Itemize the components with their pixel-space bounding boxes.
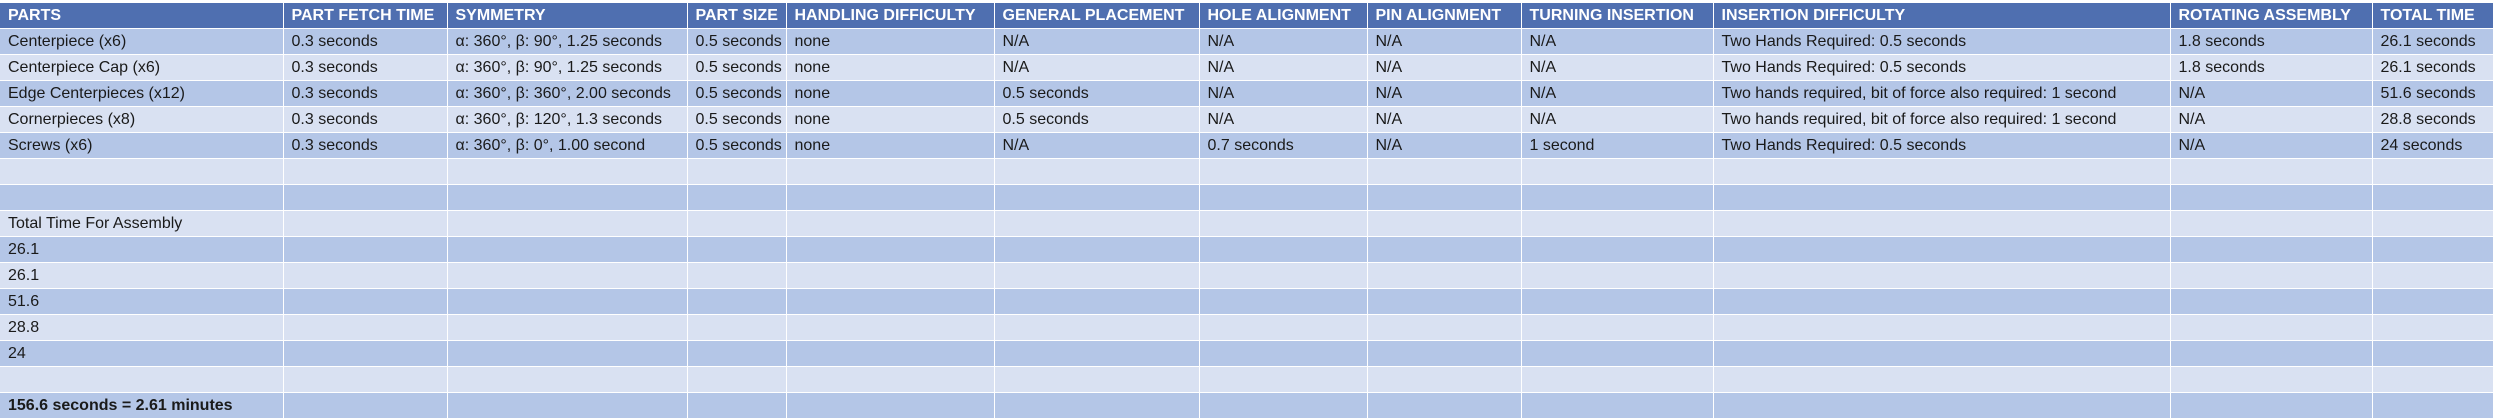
empty-cell[interactable] <box>1521 159 1713 185</box>
table-cell[interactable]: N/A <box>994 133 1199 159</box>
table-cell[interactable]: N/A <box>2170 81 2372 107</box>
table-cell[interactable]: 26.1 seconds <box>2372 29 2493 55</box>
summary-value-row <box>0 341 2493 367</box>
empty-cell[interactable] <box>1521 185 1713 211</box>
empty-cell[interactable] <box>447 263 687 289</box>
empty-cell[interactable] <box>0 367 283 393</box>
empty-cell[interactable] <box>2372 237 2493 263</box>
empty-cell[interactable] <box>1199 367 1367 393</box>
table-cell[interactable]: Cornerpieces (x8) <box>0 107 283 133</box>
table-cell[interactable]: N/A <box>1199 29 1367 55</box>
table-cell[interactable]: Two hands required, bit of force also required: 1 second <box>1713 81 2170 107</box>
empty-cell[interactable] <box>687 341 786 367</box>
empty-cell[interactable] <box>786 393 994 419</box>
empty-cell[interactable] <box>283 185 447 211</box>
empty-cell[interactable] <box>1713 237 2170 263</box>
empty-cell[interactable] <box>1367 159 1521 185</box>
table-cell[interactable]: 0.5 seconds <box>687 107 786 133</box>
empty-cell[interactable] <box>687 237 786 263</box>
empty-cell[interactable] <box>2170 159 2372 185</box>
empty-cell[interactable] <box>2170 185 2372 211</box>
table-cell[interactable]: N/A <box>1367 81 1521 107</box>
header-cell-hole-alignment[interactable]: HOLE ALIGNMENT <box>1199 3 1367 29</box>
table-row <box>0 107 2493 133</box>
table-cell[interactable]: 0.3 seconds <box>283 55 447 81</box>
table-cell[interactable]: 1.8 seconds <box>2170 55 2372 81</box>
empty-cell[interactable] <box>2170 315 2372 341</box>
table-cell[interactable]: none <box>786 107 994 133</box>
empty-cell[interactable] <box>2170 367 2372 393</box>
table-cell[interactable]: 0.5 seconds <box>994 107 1199 133</box>
table-cell[interactable]: α: 360°, β: 90°, 1.25 seconds <box>447 55 687 81</box>
table-row <box>0 55 2493 81</box>
summary-total-row <box>0 393 2493 419</box>
empty-cell[interactable] <box>994 393 1199 419</box>
empty-cell[interactable] <box>2372 211 2493 237</box>
table-cell[interactable]: 0.5 seconds <box>687 133 786 159</box>
empty-cell[interactable] <box>687 263 786 289</box>
empty-cell[interactable] <box>1521 367 1713 393</box>
empty-cell[interactable] <box>994 185 1199 211</box>
empty-cell[interactable] <box>1713 211 2170 237</box>
table-cell[interactable]: Two hands required, bit of force also required: 1 second <box>1713 107 2170 133</box>
empty-cell[interactable] <box>994 367 1199 393</box>
table-cell[interactable]: 0.3 seconds <box>283 107 447 133</box>
table-cell[interactable]: α: 360°, β: 360°, 2.00 seconds <box>447 81 687 107</box>
table-cell[interactable]: N/A <box>1367 133 1521 159</box>
empty-cell[interactable] <box>994 159 1199 185</box>
table-cell[interactable]: N/A <box>1521 81 1713 107</box>
table-cell[interactable]: N/A <box>1367 29 1521 55</box>
table-cell[interactable]: 0.3 seconds <box>283 29 447 55</box>
table-cell[interactable]: Two Hands Required: 0.5 seconds <box>1713 55 2170 81</box>
table-cell[interactable]: N/A <box>1521 55 1713 81</box>
header-cell-handling-difficulty[interactable]: HANDLING DIFFICULTY <box>786 3 994 29</box>
table-cell[interactable]: N/A <box>2170 133 2372 159</box>
summary-title[interactable]: Total Time For Assembly <box>0 211 283 237</box>
empty-cell[interactable] <box>1367 393 1521 419</box>
table-cell[interactable]: 0.5 seconds <box>687 29 786 55</box>
summary-value[interactable]: 24 <box>0 341 283 367</box>
header-cell-rotating-assembly[interactable]: ROTATING ASSEMBLY <box>2170 3 2372 29</box>
empty-cell[interactable] <box>994 211 1199 237</box>
empty-cell[interactable] <box>687 159 786 185</box>
empty-cell[interactable] <box>283 341 447 367</box>
empty-cell[interactable] <box>283 237 447 263</box>
empty-cell[interactable] <box>786 315 994 341</box>
table-cell[interactable]: N/A <box>1199 81 1367 107</box>
table-cell[interactable]: 1 second <box>1521 133 1713 159</box>
table-cell[interactable]: N/A <box>1521 29 1713 55</box>
empty-cell[interactable] <box>2170 263 2372 289</box>
empty-cell[interactable] <box>1713 315 2170 341</box>
empty-cell[interactable] <box>1199 289 1367 315</box>
header-cell-symmetry[interactable]: SYMMETRY <box>447 3 687 29</box>
empty-cell[interactable] <box>1199 393 1367 419</box>
table-cell[interactable]: 0.5 seconds <box>687 81 786 107</box>
empty-cell[interactable] <box>283 159 447 185</box>
table-cell[interactable]: N/A <box>1367 55 1521 81</box>
table-cell[interactable]: none <box>786 29 994 55</box>
empty-cell[interactable] <box>1199 315 1367 341</box>
header-cell-insertion-difficulty[interactable]: INSERTION DIFFICULTY <box>1713 3 2170 29</box>
empty-cell[interactable] <box>687 393 786 419</box>
summary-value[interactable]: 26.1 <box>0 263 283 289</box>
empty-cell[interactable] <box>1199 159 1367 185</box>
empty-cell[interactable] <box>2170 393 2372 419</box>
empty-cell[interactable] <box>0 185 283 211</box>
empty-cell[interactable] <box>786 185 994 211</box>
empty-cell[interactable] <box>786 367 994 393</box>
empty-cell[interactable] <box>447 393 687 419</box>
table-cell[interactable]: 0.3 seconds <box>283 81 447 107</box>
table-row <box>0 29 2493 55</box>
header-cell-part-fetch-time[interactable]: PART FETCH TIME <box>283 3 447 29</box>
empty-cell[interactable] <box>1367 315 1521 341</box>
empty-cell[interactable] <box>1521 393 1713 419</box>
header-row <box>0 3 2493 29</box>
empty-cell[interactable] <box>1713 263 2170 289</box>
table-cell[interactable]: N/A <box>1367 107 1521 133</box>
table-cell[interactable]: none <box>786 55 994 81</box>
empty-cell[interactable] <box>1713 393 2170 419</box>
table-row <box>0 133 2493 159</box>
table-cell[interactable]: α: 360°, β: 120°, 1.3 seconds <box>447 107 687 133</box>
empty-cell[interactable] <box>994 341 1199 367</box>
header-cell-pin-alignment[interactable]: PIN ALIGNMENT <box>1367 3 1521 29</box>
table-cell[interactable]: 1.8 seconds <box>2170 29 2372 55</box>
table-cell[interactable]: 28.8 seconds <box>2372 107 2493 133</box>
empty-cell[interactable] <box>1367 341 1521 367</box>
summary-value[interactable]: 51.6 <box>0 289 283 315</box>
table-cell[interactable]: N/A <box>1199 55 1367 81</box>
summary-value[interactable]: 26.1 <box>0 237 283 263</box>
empty-cell[interactable] <box>2372 185 2493 211</box>
empty-cell[interactable] <box>2170 237 2372 263</box>
summary-value-row <box>0 263 2493 289</box>
empty-cell[interactable] <box>447 367 687 393</box>
empty-cell[interactable] <box>1367 367 1521 393</box>
empty-cell[interactable] <box>1199 237 1367 263</box>
table-cell[interactable]: Screws (x6) <box>0 133 283 159</box>
empty-cell[interactable] <box>687 211 786 237</box>
empty-cell[interactable] <box>2170 341 2372 367</box>
summary-title-row <box>0 211 2493 237</box>
header-cell-total-time[interactable]: TOTAL TIME <box>2372 3 2493 29</box>
table-cell[interactable]: Two Hands Required: 0.5 seconds <box>1713 133 2170 159</box>
table-cell[interactable]: Two Hands Required: 0.5 seconds <box>1713 29 2170 55</box>
empty-cell[interactable] <box>786 237 994 263</box>
table-cell[interactable]: 51.6 seconds <box>2372 81 2493 107</box>
summary-value-row <box>0 289 2493 315</box>
empty-row <box>0 367 2493 393</box>
table-cell[interactable]: N/A <box>1521 107 1713 133</box>
empty-cell[interactable] <box>687 185 786 211</box>
empty-cell[interactable] <box>2372 393 2493 419</box>
table-cell[interactable]: N/A <box>1199 107 1367 133</box>
empty-cell[interactable] <box>786 211 994 237</box>
empty-cell[interactable] <box>283 289 447 315</box>
header-cell-turning-insertion[interactable]: TURNING INSERTION <box>1521 3 1713 29</box>
table-cell[interactable]: none <box>786 81 994 107</box>
header-cell-parts[interactable]: PARTS <box>0 3 283 29</box>
empty-cell[interactable] <box>283 367 447 393</box>
empty-cell[interactable] <box>283 263 447 289</box>
table-cell[interactable]: Centerpiece (x6) <box>0 29 283 55</box>
empty-cell[interactable] <box>1713 159 2170 185</box>
empty-cell[interactable] <box>447 185 687 211</box>
empty-cell[interactable] <box>283 393 447 419</box>
header-cell-part-size[interactable]: PART SIZE <box>687 3 786 29</box>
empty-cell[interactable] <box>1521 341 1713 367</box>
table-cell[interactable]: α: 360°, β: 0°, 1.00 second <box>447 133 687 159</box>
empty-cell[interactable] <box>1199 341 1367 367</box>
table-cell[interactable]: 26.1 seconds <box>2372 55 2493 81</box>
summary-value-row <box>0 315 2493 341</box>
summary-value[interactable]: 28.8 <box>0 315 283 341</box>
table-cell[interactable]: 0.5 seconds <box>994 81 1199 107</box>
empty-cell[interactable] <box>1521 315 1713 341</box>
empty-cell[interactable] <box>786 263 994 289</box>
empty-cell[interactable] <box>1521 211 1713 237</box>
summary-total[interactable]: 156.6 seconds = 2.61 minutes <box>0 393 283 419</box>
empty-cell[interactable] <box>1367 263 1521 289</box>
empty-row <box>0 185 2493 211</box>
empty-cell[interactable] <box>2170 211 2372 237</box>
empty-cell[interactable] <box>1713 289 2170 315</box>
empty-cell[interactable] <box>1199 263 1367 289</box>
empty-cell[interactable] <box>1521 263 1713 289</box>
header-cell-general-placement[interactable]: GENERAL PLACEMENT <box>994 3 1199 29</box>
empty-cell[interactable] <box>1713 185 2170 211</box>
empty-cell[interactable] <box>447 341 687 367</box>
empty-cell[interactable] <box>447 289 687 315</box>
empty-cell[interactable] <box>786 341 994 367</box>
table-cell[interactable]: N/A <box>994 55 1199 81</box>
table-cell[interactable]: 0.7 seconds <box>1199 133 1367 159</box>
empty-cell[interactable] <box>447 211 687 237</box>
empty-cell[interactable] <box>1199 185 1367 211</box>
empty-cell[interactable] <box>1199 211 1367 237</box>
empty-cell[interactable] <box>1713 341 2170 367</box>
empty-cell[interactable] <box>1521 289 1713 315</box>
table-cell[interactable]: α: 360°, β: 90°, 1.25 seconds <box>447 29 687 55</box>
empty-cell[interactable] <box>2372 289 2493 315</box>
table-cell[interactable]: 0.3 seconds <box>283 133 447 159</box>
table-cell[interactable]: 24 seconds <box>2372 133 2493 159</box>
empty-cell[interactable] <box>2170 289 2372 315</box>
empty-row <box>0 159 2493 185</box>
table-row <box>0 81 2493 107</box>
table-cell[interactable]: N/A <box>994 29 1199 55</box>
empty-cell[interactable] <box>687 367 786 393</box>
empty-cell[interactable] <box>1521 237 1713 263</box>
spreadsheet-table <box>0 3 2494 419</box>
empty-cell[interactable] <box>2372 341 2493 367</box>
empty-cell[interactable] <box>447 315 687 341</box>
empty-cell[interactable] <box>0 159 283 185</box>
table-cell[interactable]: 0.5 seconds <box>687 55 786 81</box>
empty-cell[interactable] <box>283 315 447 341</box>
table-cell[interactable]: N/A <box>2170 107 2372 133</box>
empty-cell[interactable] <box>283 211 447 237</box>
empty-cell[interactable] <box>2372 159 2493 185</box>
empty-cell[interactable] <box>687 289 786 315</box>
empty-cell[interactable] <box>447 237 687 263</box>
empty-cell[interactable] <box>1367 211 1521 237</box>
empty-cell[interactable] <box>786 159 994 185</box>
empty-cell[interactable] <box>1367 237 1521 263</box>
empty-cell[interactable] <box>994 237 1199 263</box>
empty-cell[interactable] <box>1367 289 1521 315</box>
table-cell[interactable]: none <box>786 133 994 159</box>
empty-cell[interactable] <box>994 315 1199 341</box>
empty-cell[interactable] <box>2372 367 2493 393</box>
empty-cell[interactable] <box>994 263 1199 289</box>
empty-cell[interactable] <box>687 315 786 341</box>
empty-cell[interactable] <box>1367 185 1521 211</box>
table-cell[interactable]: Centerpiece Cap (x6) <box>0 55 283 81</box>
empty-cell[interactable] <box>2372 315 2493 341</box>
empty-cell[interactable] <box>994 289 1199 315</box>
table-cell[interactable]: Edge Centerpieces (x12) <box>0 81 283 107</box>
summary-value-row <box>0 237 2493 263</box>
empty-cell[interactable] <box>2372 263 2493 289</box>
empty-cell[interactable] <box>786 289 994 315</box>
empty-cell[interactable] <box>447 159 687 185</box>
empty-cell[interactable] <box>1713 367 2170 393</box>
